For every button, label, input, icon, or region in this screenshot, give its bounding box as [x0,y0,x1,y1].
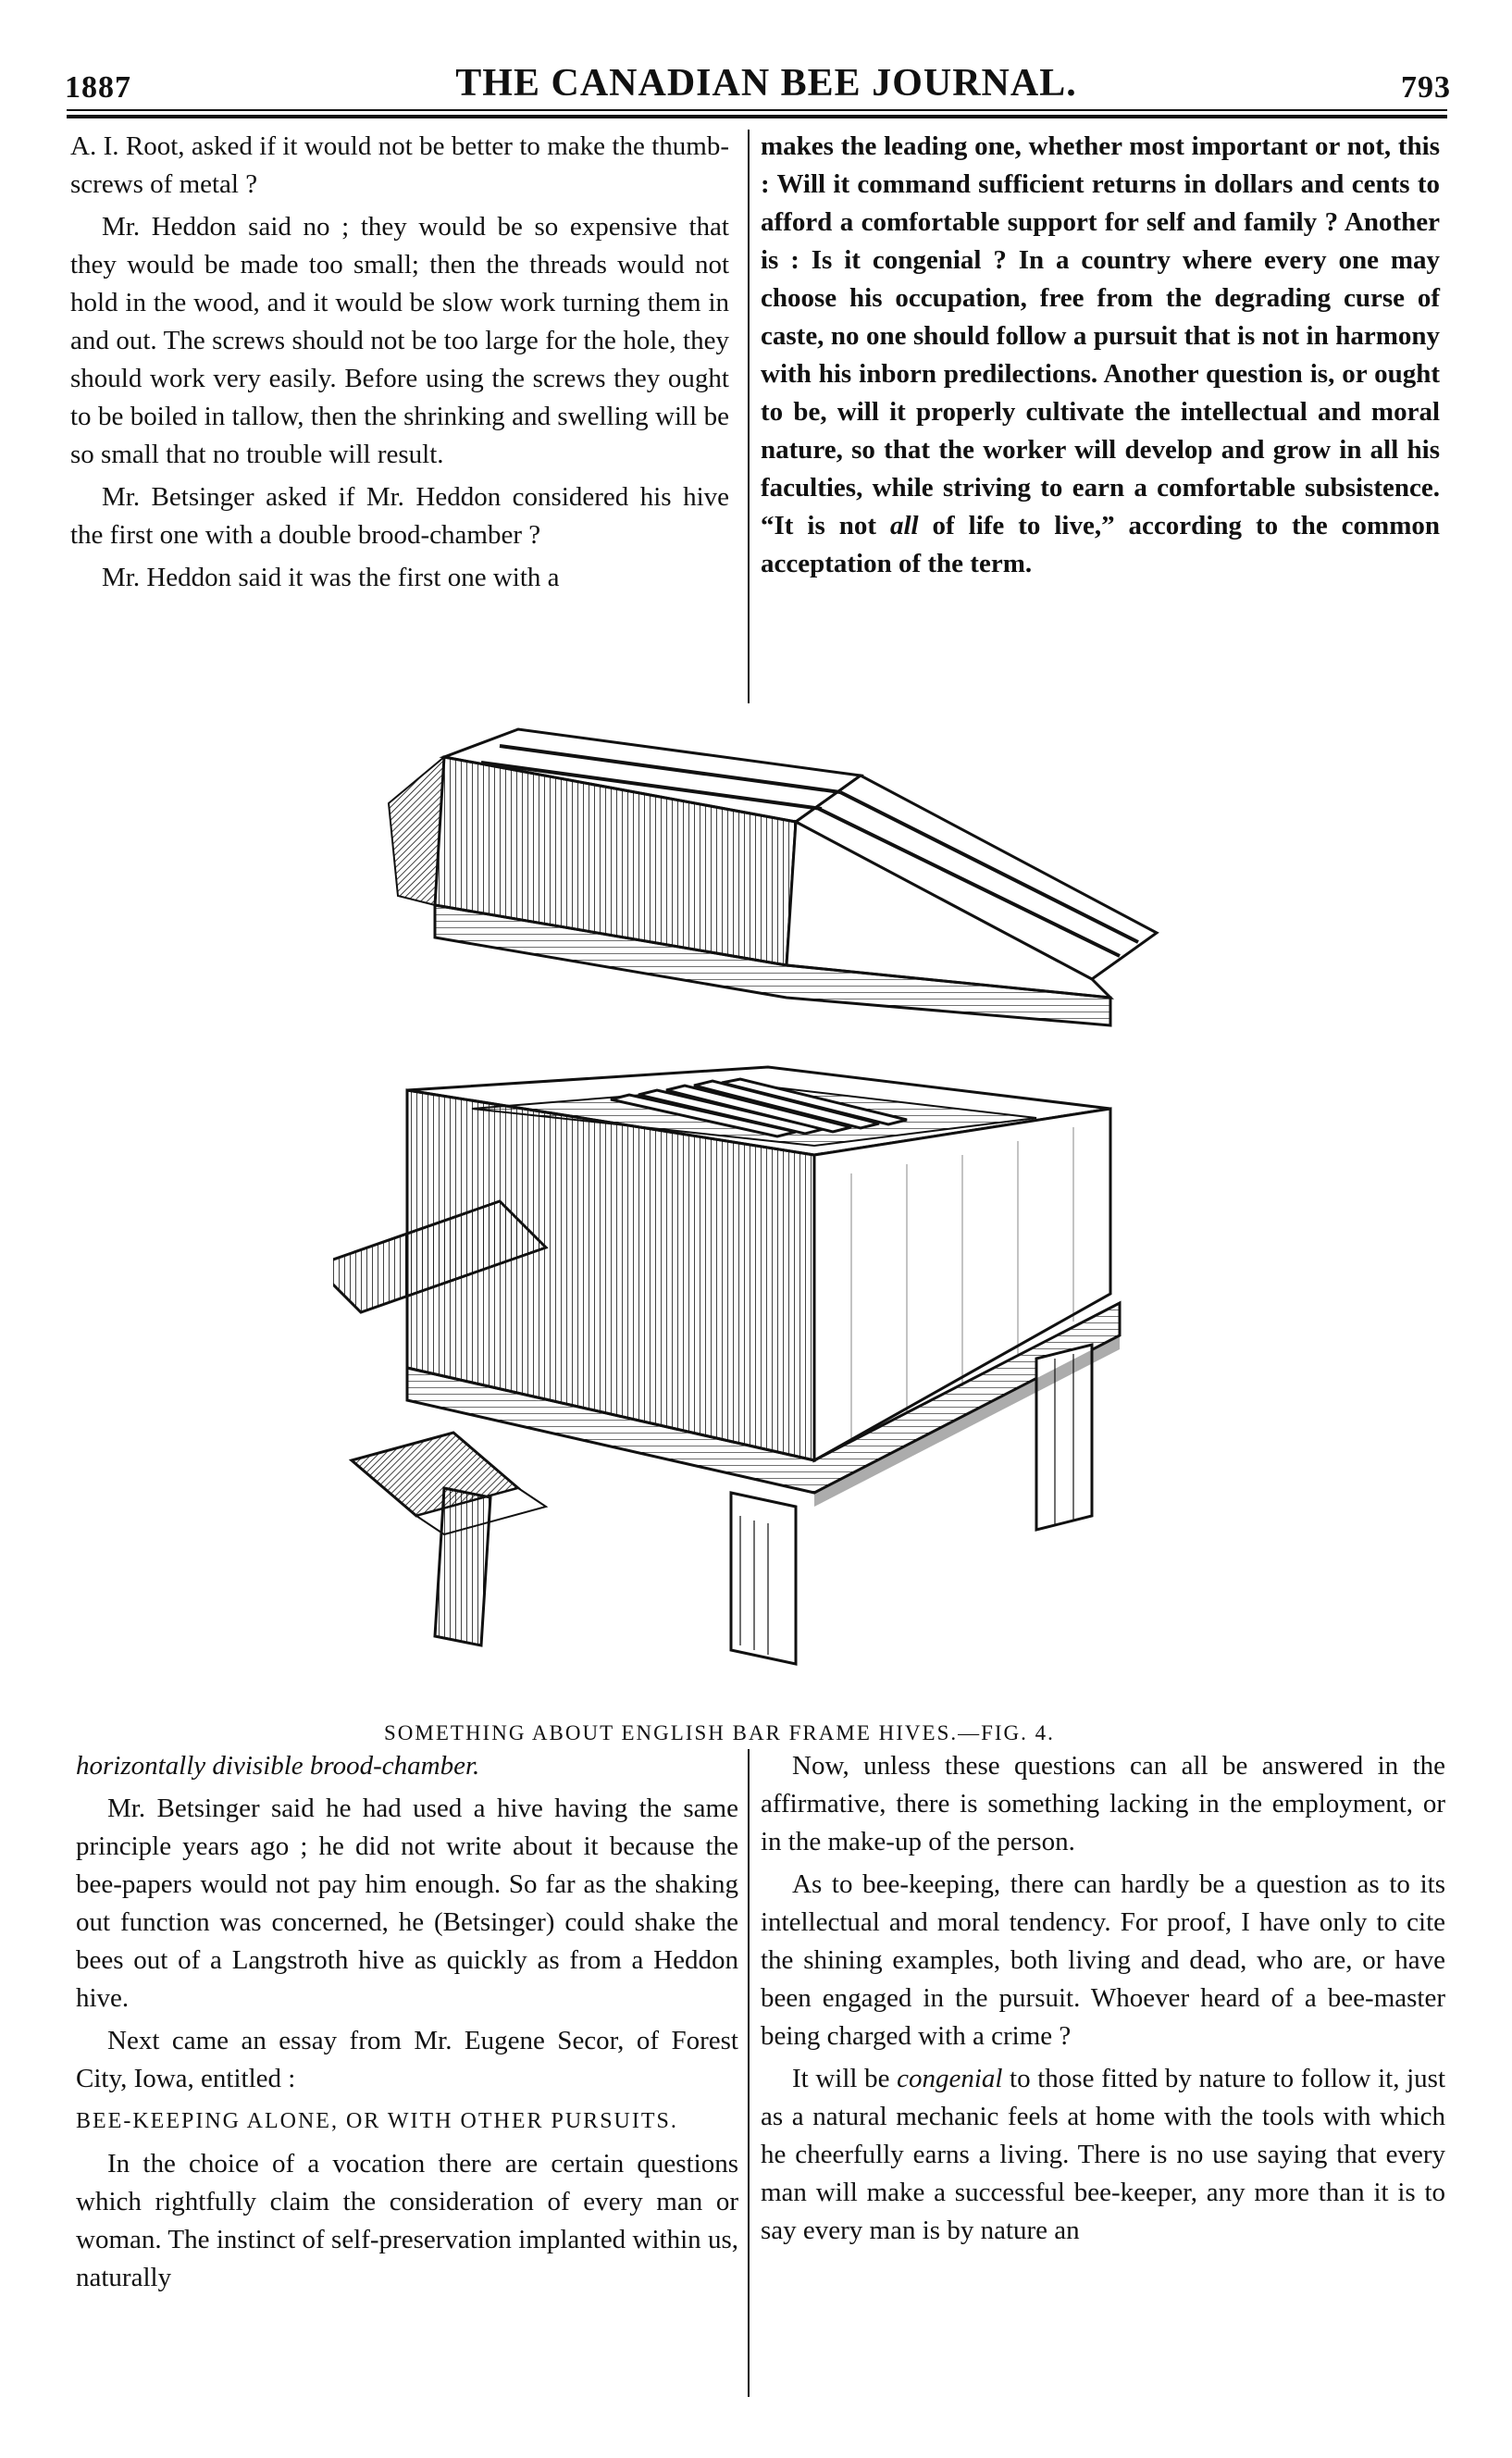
hive-roof [389,729,1157,1025]
leading-question-text-b: of life to live,” according to the common acceptation of the term. [761,511,1440,578]
left-column-top [70,128,729,602]
paragraph-vocation: In the choice of a vocation there are certain questions which rightfully claim the consideration of every man or woman. The instinct of self-preservation implanted within us, naturally [76,2149,738,2292]
paragraph-secor-essay: Next came an essay from Mr. Eugene Secor, of Forest City, Iowa, entitled : [76,2026,738,2093]
journal-title: THE CANADIAN BEE JOURNAL. [455,62,1077,105]
paragraph-leading-question [761,128,1440,583]
right-column-top [761,128,1440,588]
hive-body [407,1067,1120,1493]
right-column-bottom [761,1747,1445,2254]
paragraph-brood-chamber: horizontally divisible brood-chamber. [76,1751,480,1781]
congenial-text-b: to those fitted by nature to follow it, just as a natural mechanic feels at home with the tools with which he cheerfully earns a living. There is no use saying that every man will make a successful bee-keeper, any more than it is to say every man is by nature an [761,2064,1446,2245]
paragraph-bee-keeping-question: As to bee-keeping, there can hardly be a question as to its intellectual and moral tendency. For proof, I have only to cite the shining examples, both living and dead, who are, or have been engaged in the pursuit. Whoever heard of a bee-master being charged with a crime ? [761,1869,1445,2051]
figure-caption: SOMETHING ABOUT ENGLISH BAR FRAME HIVES.—FIG. 4. [384,1721,1055,1744]
page-header [65,22,1451,106]
left-column-bottom [76,1747,738,2302]
paragraph-congenial [761,2060,1445,2250]
essay-heading: BEE-KEEPING ALONE, OR WITH OTHER PURSUITS. [76,2109,678,2133]
page-number: 793 [1401,70,1451,105]
paragraph-heddon-first-one: Mr. Heddon said it was the first one with a [102,563,560,592]
paragraph-affirmative: Now, unless these questions can all be answered in the affirmative, there is something lacking in the employment, or in the make-up of the person. [761,1751,1445,1856]
paragraph-root-question: A. I. Root, asked if it would not be better to make the thumb-screws of metal ? [70,131,729,199]
column-divider-top [748,130,750,703]
congenial-italic: congenial [897,2064,1003,2093]
paragraph-heddon-reply: Mr. Heddon said no ; they would be so expensive that they would be made too small; then the threads would not hold in the wood, and it would be slow work turning them in and out. The screws should not be too large for the hole, they should work very easily. Before using the screws they ought to be boiled in tallow, then the shrinking and swelling will be so small that no trouble will result. [70,212,729,469]
leading-question-text-a: makes the leading one, whether most important or not, this : Will it command sufficient returns in dollars and cents to afford a comfortable support for self and family ? Another is : Is it congenial ? In a country where every one may choose his occupation, free from the degrading curse of caste, no one should follow a pursuit that is not in harmony with his inborn predilections. Another question is, or ought to be, will it properly cultivate the intellectual and moral nature, so that the worker will develop and grow in all his faculties, while striving to earn a comfortable subsistence. “It is not [761,131,1440,540]
congenial-text-a: It will be [792,2064,898,2093]
hive-illustration [333,720,1194,1673]
paragraph-betsinger-used: Mr. Betsinger said he had used a hive having the same principle years ago ; he did not write about it because the bee-papers would not pay him enough. So far as the shaking out function was concerned, he (Betsinger) could shake the bees out of a Langstroth hive as quickly as from a Heddon hive. [76,1794,738,2013]
header-rule-thick [67,115,1447,118]
column-divider-bottom [748,1749,750,2397]
paragraph-betsinger-question: Mr. Betsinger asked if Mr. Heddon considered his hive the first one with a double brood-chamber ? [70,482,729,550]
header-rule-thin [67,109,1447,111]
leading-question-italic: all [889,511,919,540]
header-year: 1887 [65,70,131,105]
